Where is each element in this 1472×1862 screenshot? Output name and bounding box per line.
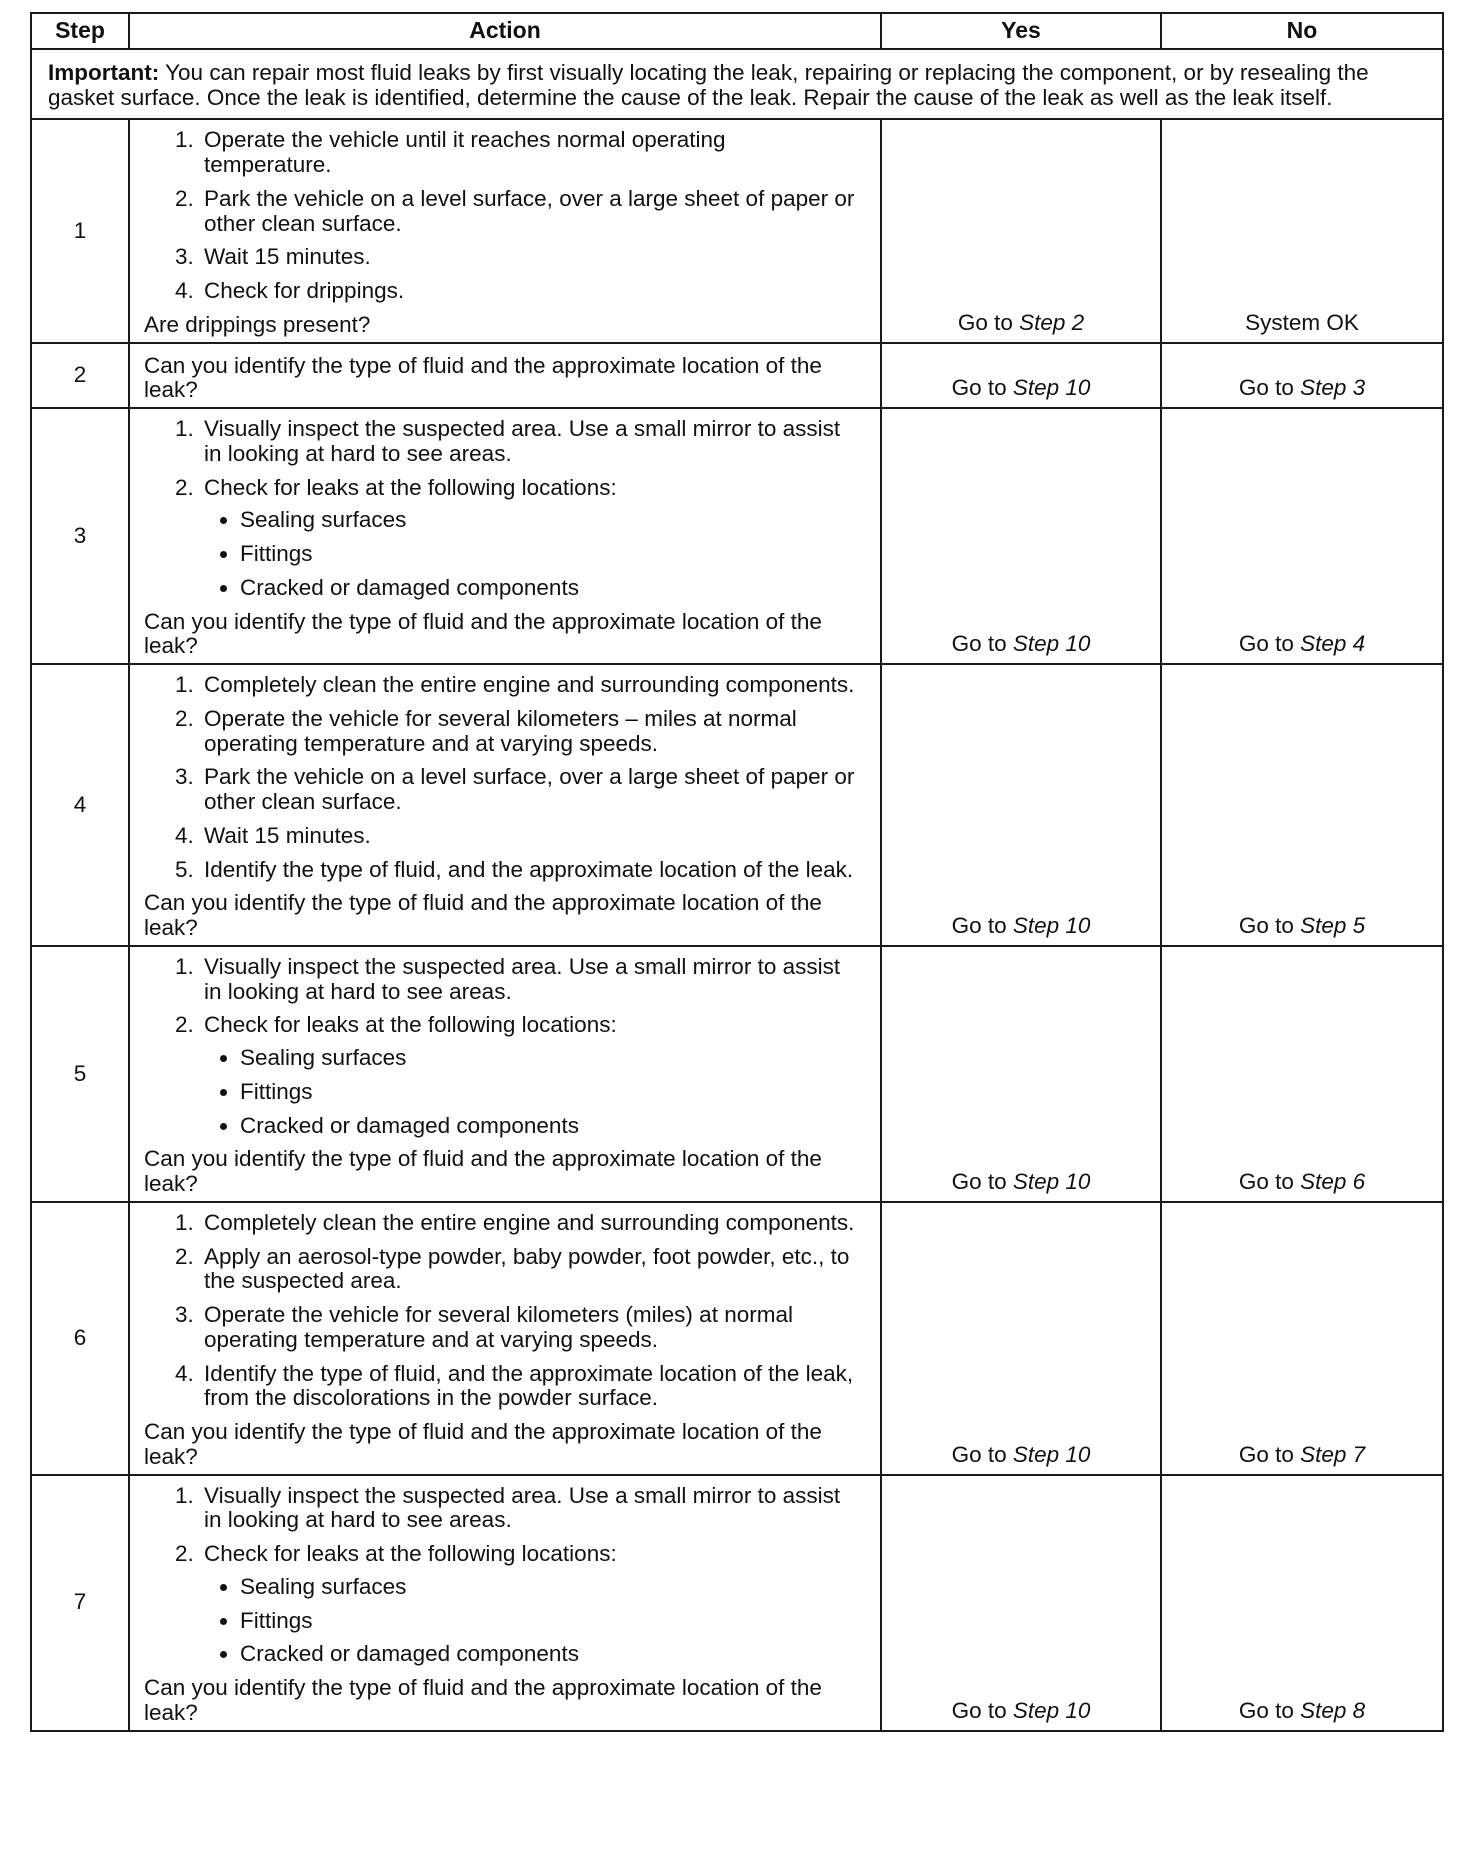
location-item: • Cracked or damaged components xyxy=(240,576,858,601)
action-list xyxy=(144,1484,858,1668)
header-no: No xyxy=(1161,13,1443,49)
step-number: 6 xyxy=(31,1202,129,1475)
location-item: • Cracked or damaged components xyxy=(240,1642,858,1667)
action-item xyxy=(200,417,858,467)
no-result-prefix: Go to xyxy=(1238,375,1301,401)
no-step-link[interactable]: Step 5 xyxy=(1300,913,1366,939)
table-row xyxy=(31,343,1443,409)
no-result xyxy=(1161,1202,1443,1475)
action-item xyxy=(200,128,858,178)
action-item-text: Park the vehicle on a level surface, over a large sheet of paper or other clean surface. xyxy=(204,764,855,815)
yes-step-link[interactable]: Step 10 xyxy=(1012,1441,1091,1467)
action-item-text: Visually inspect the suspected area. Use a small mirror to assist in looking at hard to see areas. xyxy=(204,1482,841,1533)
table-row xyxy=(31,664,1443,946)
table-row xyxy=(31,119,1443,342)
question-text: Can you identify the type of fluid and the approximate location of the leak? xyxy=(144,608,822,659)
yes-step-link[interactable]: Step 10 xyxy=(1012,631,1091,657)
yes-step-link[interactable]: Step 10 xyxy=(1012,1169,1091,1195)
location-item: • Fittings xyxy=(240,542,858,567)
action-item-text: Operate the vehicle until it reaches normal operating temperature. xyxy=(204,127,726,178)
action-cell xyxy=(129,343,881,409)
no-result xyxy=(1161,1475,1443,1731)
question-text: Can you identify the type of fluid and the approximate location of the leak? xyxy=(144,352,822,403)
no-step-link[interactable]: Step 4 xyxy=(1300,631,1366,657)
action-item xyxy=(200,1245,858,1295)
location-item: • Cracked or damaged components xyxy=(240,1114,858,1139)
yes-result-prefix: Go to xyxy=(957,309,1020,335)
action-item-text: Completely clean the entire engine and surrounding components. xyxy=(204,672,855,698)
action-list xyxy=(144,417,858,601)
action-cell xyxy=(129,946,881,1202)
action-cell xyxy=(129,119,881,342)
diagnostic-table xyxy=(30,12,1444,1732)
action-item-text: Check for drippings. xyxy=(204,278,405,304)
action-item-text: Completely clean the entire engine and surrounding components. xyxy=(204,1209,855,1235)
action-item xyxy=(200,824,858,849)
table-row xyxy=(31,946,1443,1202)
action-item-text: Check for leaks at the following locations: xyxy=(204,1541,617,1567)
action-item-text: Identify the type of fluid, and the approximate location of the leak. xyxy=(204,856,854,882)
header-yes: Yes xyxy=(881,13,1161,49)
table-row xyxy=(31,1202,1443,1475)
yes-result-prefix: Go to xyxy=(951,1441,1013,1467)
yes-result-prefix: Go to xyxy=(951,375,1013,401)
question-text: Can you identify the type of fluid and the approximate location of the leak? xyxy=(144,890,822,941)
important-text: You can repair most fluid leaks by first visually locating the leak, repairing or replacing the component, or by resealing the gasket surface. Once the leak is identified, determine the cause of the leak. Repair the cause of the leak as well as the leak itself. xyxy=(48,60,1369,111)
location-item: • Fittings xyxy=(240,1080,858,1105)
header-row xyxy=(31,13,1443,49)
important-row xyxy=(31,49,1443,119)
action-list xyxy=(144,128,858,304)
action-item xyxy=(200,1484,858,1534)
action-item xyxy=(200,955,858,1005)
yes-result xyxy=(881,408,1161,664)
step-number: 5 xyxy=(31,946,129,1202)
step-number: 1 xyxy=(31,119,129,342)
action-item-text: Identify the type of fluid, and the approximate location of the leak, from the discolorations in the powder surface. xyxy=(204,1360,854,1411)
action-item-text: Operate the vehicle for several kilometers – miles at normal operating temperature and at varying speeds. xyxy=(204,705,797,756)
yes-step-link[interactable]: Step 10 xyxy=(1012,1697,1091,1723)
action-item-text: Visually inspect the suspected area. Use a small mirror to assist in looking at hard to see areas. xyxy=(204,953,841,1004)
action-list xyxy=(144,1211,858,1411)
yes-result-prefix: Go to xyxy=(951,913,1013,939)
action-item xyxy=(200,765,858,815)
action-item-text: Operate the vehicle for several kilometers (miles) at normal operating temperature and at varying speeds. xyxy=(204,1302,793,1352)
action-item xyxy=(200,707,858,757)
yes-result xyxy=(881,1202,1161,1475)
action-item xyxy=(200,279,858,304)
no-step-link[interactable]: Step 3 xyxy=(1300,375,1366,401)
location-item: • Fittings xyxy=(240,1609,858,1634)
no-step-link[interactable]: Step 8 xyxy=(1300,1697,1366,1723)
location-item: • Sealing surfaces xyxy=(240,1046,858,1071)
yes-result-prefix: Go to xyxy=(951,631,1013,657)
action-item xyxy=(200,673,858,698)
no-result xyxy=(1161,119,1443,342)
action-list xyxy=(144,673,858,882)
location-item: • Sealing surfaces xyxy=(240,1575,858,1600)
yes-step-link[interactable]: Step 10 xyxy=(1012,913,1091,939)
no-result-text: System OK xyxy=(1245,309,1359,335)
yes-step-link[interactable]: Step 10 xyxy=(1012,375,1091,401)
yes-result xyxy=(881,664,1161,946)
no-result-prefix: Go to xyxy=(1238,913,1301,939)
action-cell xyxy=(129,1202,881,1475)
action-item-text: Wait 15 minutes. xyxy=(204,244,371,270)
no-result-prefix: Go to xyxy=(1238,1441,1301,1467)
action-cell xyxy=(129,1475,881,1731)
yes-result xyxy=(881,1475,1161,1731)
action-item xyxy=(200,476,858,601)
no-result xyxy=(1161,664,1443,946)
action-item xyxy=(200,1303,858,1353)
location-list xyxy=(204,508,858,600)
yes-result-prefix: Go to xyxy=(951,1697,1013,1723)
location-list xyxy=(204,1575,858,1667)
action-item xyxy=(200,1211,858,1236)
no-result-prefix: Go to xyxy=(1238,1169,1301,1195)
important-note xyxy=(31,49,1443,119)
action-item-text: Wait 15 minutes. xyxy=(204,822,371,848)
no-step-link[interactable]: Step 6 xyxy=(1300,1169,1366,1195)
no-result xyxy=(1161,343,1443,409)
action-item xyxy=(200,1542,858,1667)
header-step: Step xyxy=(31,13,129,49)
location-list xyxy=(204,1046,858,1138)
yes-step-link[interactable]: Step 2 xyxy=(1019,309,1085,335)
step-number: 7 xyxy=(31,1475,129,1731)
action-item xyxy=(200,858,858,883)
important-label: Important: xyxy=(48,60,160,85)
question-text: Can you identify the type of fluid and the approximate location of the leak? xyxy=(144,1675,822,1725)
header-action: Action xyxy=(129,13,881,49)
action-cell xyxy=(129,664,881,946)
yes-result xyxy=(881,119,1161,342)
step-number: 3 xyxy=(31,408,129,664)
table-row xyxy=(31,1475,1443,1731)
question-text: Can you identify the type of fluid and the approximate location of the leak? xyxy=(144,1146,822,1197)
action-list xyxy=(144,955,858,1139)
action-item xyxy=(200,1013,858,1138)
action-item xyxy=(200,1362,858,1412)
yes-result xyxy=(881,343,1161,409)
table-row xyxy=(31,408,1443,664)
action-item-text: Visually inspect the suspected area. Use a small mirror to assist in looking at hard to see areas. xyxy=(204,416,841,466)
location-item: • Sealing surfaces xyxy=(240,508,858,533)
no-step-link[interactable]: Step 7 xyxy=(1300,1441,1366,1467)
yes-result-prefix: Go to xyxy=(951,1169,1013,1195)
question-text: Are drippings present? xyxy=(144,311,371,337)
step-number: 2 xyxy=(31,343,129,409)
step-number: 4 xyxy=(31,664,129,946)
action-item xyxy=(200,245,858,270)
action-item xyxy=(200,187,858,237)
question-text: Can you identify the type of fluid and the approximate location of the leak? xyxy=(144,1419,822,1469)
no-result-prefix: Go to xyxy=(1238,631,1301,657)
action-item-text: Check for leaks at the following locations: xyxy=(204,1012,617,1038)
action-item-text: Park the vehicle on a level surface, over a large sheet of paper or other clean surface. xyxy=(204,185,855,236)
action-item-text: Apply an aerosol-type powder, baby powder, foot powder, etc., to the suspected area. xyxy=(204,1243,850,1294)
yes-result xyxy=(881,946,1161,1202)
no-result xyxy=(1161,408,1443,664)
action-cell xyxy=(129,408,881,664)
no-result-prefix: Go to xyxy=(1238,1697,1301,1723)
table-body xyxy=(31,49,1443,1731)
action-item-text: Check for leaks at the following locations: xyxy=(204,474,617,500)
no-result xyxy=(1161,946,1443,1202)
